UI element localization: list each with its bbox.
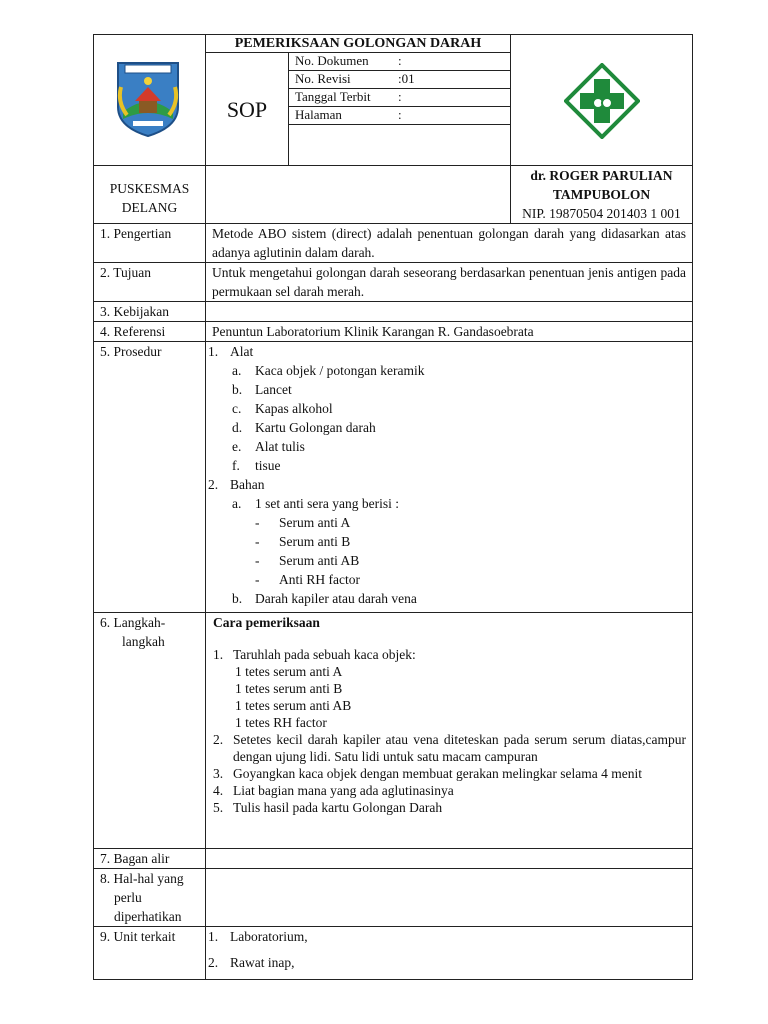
list-item: 1. Laboratorium, — [208, 929, 308, 944]
label-unit: 9. Unit terkait — [94, 927, 206, 980]
meta-label: No. Dokumen — [295, 53, 369, 68]
label-prosedur: 5. Prosedur — [94, 342, 206, 613]
puskesmas-logo-cell — [511, 35, 693, 166]
signer-cell — [511, 166, 693, 224]
organization-name: PUSKESMAS — [109, 181, 190, 196]
step-5: 5. Tulis hasil pada kartu Golongan Darah — [213, 800, 443, 815]
step-1-detail: 1 tetes serum anti A — [235, 664, 343, 679]
list-item: f. tisue — [232, 458, 281, 473]
puskesmas-cross-icon — [564, 63, 640, 139]
list-item: - Serum anti B — [255, 534, 351, 549]
meta-label: No. Revisi — [295, 71, 351, 86]
meta-value: : — [398, 107, 402, 122]
label-tujuan: 2. Tujuan — [94, 263, 206, 302]
step-1: 1. Taruhlah pada sebuah kaca objek: — [213, 647, 416, 662]
list-item: c. Kapas alkohol — [232, 401, 333, 416]
list-item: e. Alat tulis — [232, 439, 305, 454]
list-item: - Serum anti A — [255, 515, 351, 530]
content-prosedur — [206, 342, 693, 613]
regional-logo-cell — [94, 35, 206, 166]
meta-label: Halaman — [295, 107, 342, 122]
meta-value: :01 — [398, 71, 415, 86]
label-langkah-line1: 6. Langkah- — [100, 615, 166, 630]
list-item: a. Kaca objek / potongan keramik — [232, 363, 425, 378]
step-1-detail: 1 tetes RH factor — [235, 715, 327, 730]
blank-cell — [206, 166, 511, 224]
list-item: - Serum anti AB — [255, 553, 360, 568]
sop-label: SOP — [206, 53, 289, 165]
list-item: - Anti RH factor — [255, 572, 360, 587]
content-tujuan: Untuk mengetahui golongan darah seseorang berdasarkan penentuan jenis antigen pada permukaan sel darah merah. — [206, 263, 693, 302]
list-item: 1. Alat — [208, 344, 254, 359]
label-hal-line2: perlu — [114, 890, 142, 905]
label-pengertian: 1. Pengertian — [94, 224, 206, 263]
label-langkah — [94, 613, 206, 849]
step-2: 2. Setetes kecil darah kapiler atau vena diteteskan pada serum serum diatas,campur dengan ujung lidi. Satu lidi untuk satu macam campuran — [213, 732, 686, 764]
label-kebijakan: 3. Kebijakan — [94, 302, 206, 322]
signer-surname: TAMPUBOLON — [552, 187, 651, 202]
sop-document — [93, 34, 692, 980]
content-bagan — [206, 849, 693, 869]
label-hal-line1: 8. Hal-hal yang — [100, 871, 184, 886]
steps-heading: Cara pemeriksaan — [213, 615, 320, 630]
regional-emblem-icon — [113, 57, 183, 139]
organization-cell — [94, 166, 206, 224]
document-title: PEMERIKSAAN GOLONGAN DARAH — [206, 35, 510, 53]
content-kebijakan — [206, 302, 693, 322]
content-hal — [206, 869, 693, 927]
meta-row-dokumen — [288, 53, 510, 71]
list-item: d. Kartu Golongan darah — [232, 420, 376, 435]
meta-row-tanggal — [288, 89, 510, 107]
sop-header-cell — [206, 35, 511, 166]
label-hal — [94, 869, 206, 927]
list-item: 2. Rawat inap, — [208, 955, 295, 970]
list-item: a. 1 set anti sera yang berisi : — [232, 496, 399, 511]
document-meta — [288, 53, 510, 125]
sop-table — [93, 34, 693, 980]
meta-row-revisi — [288, 71, 510, 89]
content-pengertian: Metode ABO sistem (direct) adalah penentuan golongan darah yang didasarkan atas adanya aglutinin dalam darah. — [206, 224, 693, 263]
list-item: b. Lancet — [232, 382, 292, 397]
label-hal-line3: diperhatikan — [114, 909, 182, 924]
list-item: b. Darah kapiler atau darah vena — [232, 591, 417, 606]
signer-nip: NIP. 19870504 201403 1 001 — [522, 206, 681, 221]
step-1-detail: 1 tetes serum anti B — [235, 681, 343, 696]
meta-label: Tanggal Terbit — [295, 89, 371, 104]
organization-location: DELANG — [121, 200, 178, 215]
content-unit — [206, 927, 693, 980]
meta-value: : — [398, 53, 402, 68]
label-bagan: 7. Bagan alir — [94, 849, 206, 869]
label-referensi: 4. Referensi — [94, 322, 206, 342]
meta-value: : — [398, 89, 402, 104]
step-3: 3. Goyangkan kaca objek dengan membuat gerakan melingkar selama 4 menit — [213, 766, 642, 781]
content-referensi: Penuntun Laboratorium Klinik Karangan R. Gandasoebrata — [206, 322, 693, 342]
meta-row-halaman — [288, 107, 510, 125]
step-1-detail: 1 tetes serum anti AB — [235, 698, 352, 713]
signer-name: dr. ROGER PARULIAN — [530, 168, 673, 183]
list-item: 2. Bahan — [208, 477, 265, 492]
label-langkah-line2: langkah — [122, 634, 165, 649]
content-langkah — [206, 613, 693, 849]
step-4: 4. Liat bagian mana yang ada aglutinasinya — [213, 783, 454, 798]
